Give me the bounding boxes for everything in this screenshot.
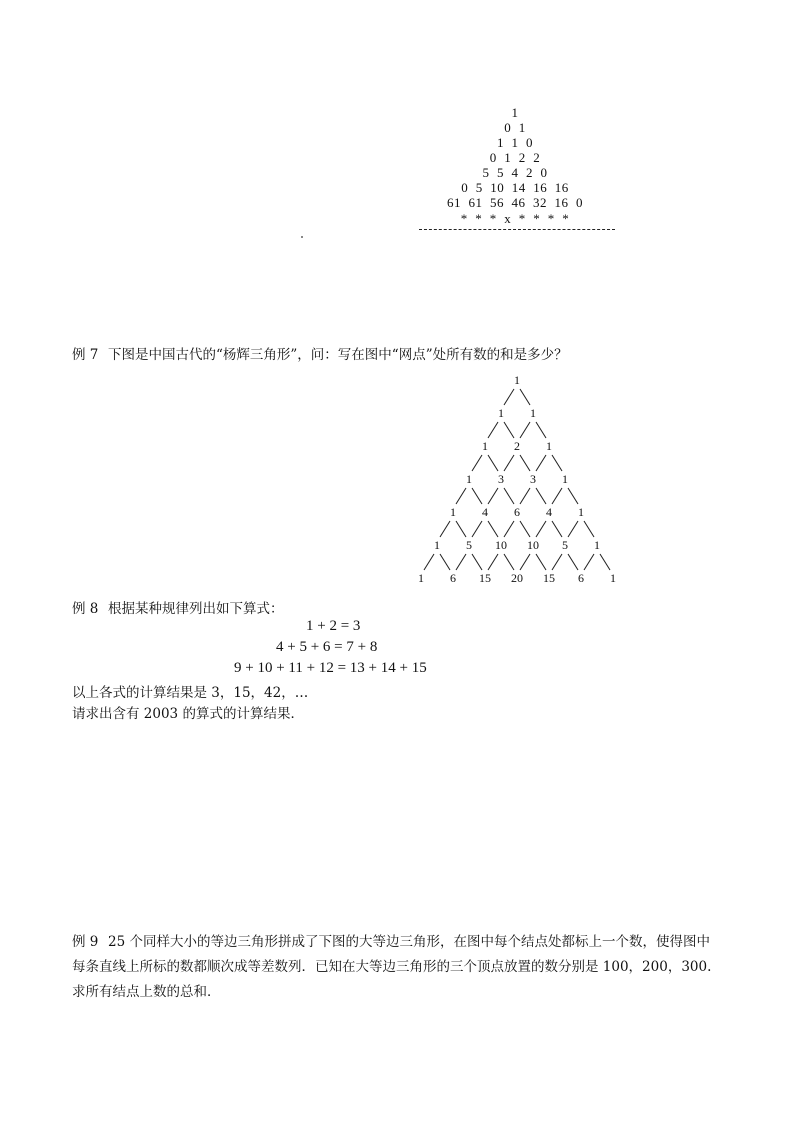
yanghui-link-line [584,521,594,537]
yanghui-link-line [424,554,434,570]
yanghui-number: 1 [498,406,504,420]
yanghui-triangle [390,372,625,592]
yanghui-link-line [536,554,546,570]
yanghui-link-line [536,422,546,438]
triangle-row: 1 [511,105,519,120]
yanghui-link-line [520,554,530,570]
yanghui-number: 10 [495,538,507,552]
yanghui-link-line [488,422,498,438]
yanghui-number: 1 [466,472,472,486]
yanghui-link-line [520,488,530,504]
yanghui-link-line [504,389,514,405]
yanghui-link-line [552,554,562,570]
equation-3: 9 + 10 + 11 + 12 = 13 + 14 + 15 [234,660,427,676]
yanghui-link-line [456,488,466,504]
equation-1: 1 + 2 = 3 [306,618,361,634]
yanghui-link-line [456,554,466,570]
yanghui-link-line [552,521,562,537]
dashed-baseline [419,229,615,230]
yanghui-number: 1 [610,571,616,585]
triangle-row: 0 1 [504,120,526,135]
scan-speck [301,236,303,238]
yanghui-link-line [520,389,530,405]
triangle-row: 1 1 0 [497,135,533,150]
question-line: 请求出含有 2003 的算式的计算结果． [72,706,304,722]
yanghui-link-line [552,488,562,504]
yanghui-number: 4 [546,505,552,519]
yanghui-link-line [520,521,530,537]
yanghui-link-line [472,554,482,570]
yanghui-link-line [552,455,562,471]
yanghui-number: 10 [527,538,539,552]
yanghui-number: 3 [530,472,536,486]
yanghui-link-line [504,455,514,471]
example-7 [72,344,568,366]
yanghui-link-line [568,521,578,537]
example-label: 例 7 [72,347,99,363]
triangle-row: 61 61 56 46 32 16 0 [447,195,583,210]
yanghui-link-line [472,455,482,471]
results-line: 以上各式的计算结果是 3，15，42，… [72,685,309,701]
example-text: 下图是中国古代的“杨辉三角形”，问：写在图中“网点”处所有数的和是多少？ [108,347,568,363]
yanghui-number: 1 [578,505,584,519]
yanghui-number: 1 [546,439,552,453]
yanghui-link-line [504,488,514,504]
yanghui-number: 6 [514,505,520,519]
yanghui-number: 1 [514,373,520,387]
yanghui-link-line [584,554,594,570]
yanghui-link-line [488,521,498,537]
yanghui-number: 1 [434,538,440,552]
yanghui-number: 5 [562,538,568,552]
yanghui-link-line [472,488,482,504]
yanghui-link-line [440,554,450,570]
yanghui-number: 3 [498,472,504,486]
example-text: 根据某种规律列出如下算式： [108,601,284,617]
yanghui-number: 1 [530,406,536,420]
yanghui-link-line [536,455,546,471]
yanghui-number: 4 [482,505,488,519]
yanghui-number: 1 [450,505,456,519]
triangle-row: 5 5 4 2 0 [482,165,548,180]
yanghui-link-line [488,455,498,471]
yanghui-link-line [504,521,514,537]
yanghui-number: 1 [418,571,424,585]
yanghui-number: 6 [578,571,584,585]
yanghui-number: 1 [594,538,600,552]
yanghui-link-line [568,488,578,504]
example-text: 25 个同样大小的等边三角形拼成了下图的大等边三角形，在图中每个结点处都标上一个数，使得图中每条直线上所标的数都顺次成等差数列．已知在大等边三角形的三个顶点放置的数分别是 100，200，300.求所有结点上数的总和． [72,934,712,1000]
yanghui-link-line [536,521,546,537]
example-8 [72,598,284,620]
number-triangle [405,105,625,240]
yanghui-number: 1 [482,439,488,453]
yanghui-link-line [504,554,514,570]
triangle-row: * * * x * * * * [460,211,570,226]
triangle-row: 0 1 2 2 [489,150,541,165]
yanghui-link-line [520,422,530,438]
yanghui-number: 5 [466,538,472,552]
yanghui-link-line [488,488,498,504]
yanghui-number: 15 [479,571,491,585]
yanghui-number: 15 [543,571,555,585]
yanghui-link-line [520,455,530,471]
yanghui-link-line [488,554,498,570]
yanghui-number: 2 [514,439,520,453]
yanghui-link-line [440,521,450,537]
yanghui-link-line [456,521,466,537]
yanghui-number: 6 [450,571,456,585]
yanghui-link-line [600,554,610,570]
triangle-row: 0 5 10 14 16 16 [461,180,569,195]
yanghui-number: 20 [511,571,523,585]
example-9 [72,930,722,1005]
example-label: 例 9 [72,934,99,950]
yanghui-link-line [472,521,482,537]
yanghui-link-line [536,488,546,504]
yanghui-number: 1 [562,472,568,486]
equation-2: 4 + 5 + 6 = 7 + 8 [276,639,378,655]
example-label: 例 8 [72,601,99,617]
yanghui-link-line [568,554,578,570]
yanghui-link-line [504,422,514,438]
